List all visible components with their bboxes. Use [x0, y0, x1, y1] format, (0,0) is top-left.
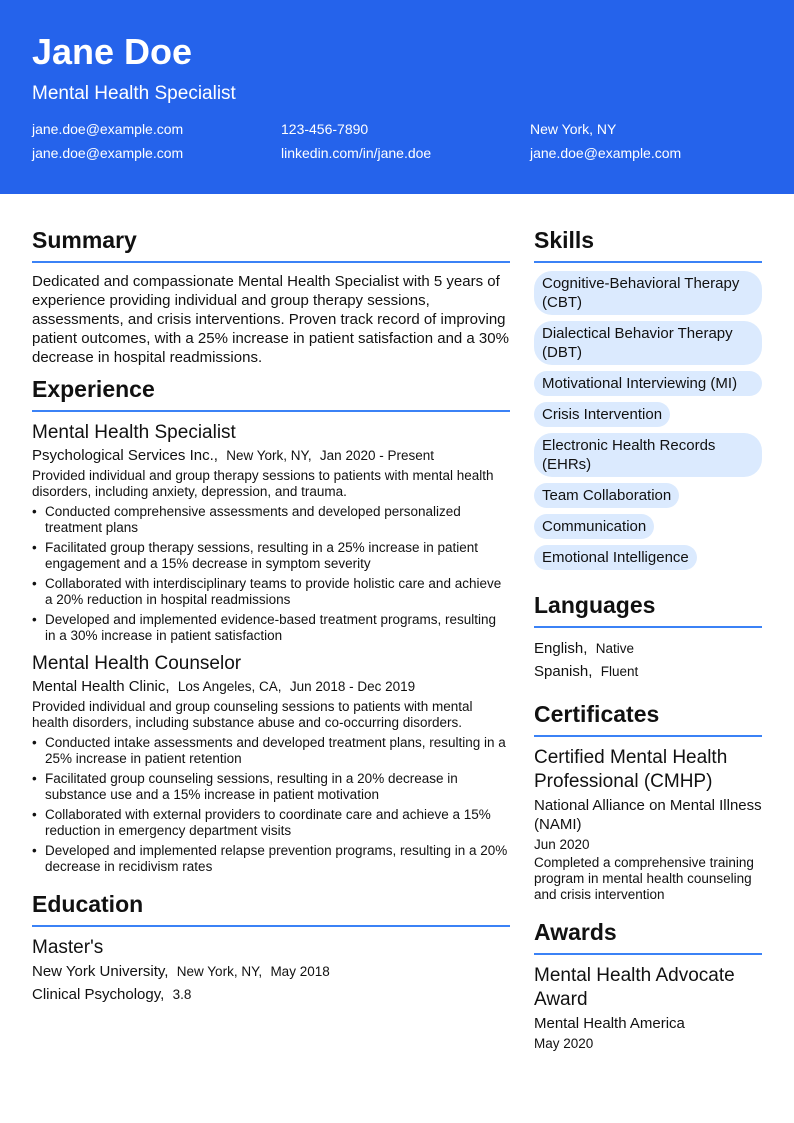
- contact-linkedin[interactable]: linkedin.com/in/jane.doe: [281, 145, 432, 161]
- awards-heading: Awards: [534, 919, 617, 945]
- language-item: [534, 660, 762, 683]
- job-dates: Jan 2020 - Present: [319, 448, 434, 463]
- skill-tag: Motivational Interviewing (MI): [534, 371, 762, 396]
- award-issuer: Mental Health America: [534, 1015, 685, 1032]
- job-bullets: [32, 735, 510, 875]
- job-title: Mental Health Specialist: [32, 422, 236, 443]
- contact-phone[interactable]: 123-456-7890: [281, 121, 369, 137]
- bullet-item: • Collaborated with interdisciplinary teams to provide holistic care and achieve a 20% reduction in hospital readmissions: [32, 576, 510, 608]
- certificate-date: Jun 2020: [534, 837, 590, 852]
- candidate-name: Jane Doe: [32, 31, 193, 72]
- job-company: Psychological Services Inc.,: [32, 447, 218, 464]
- education-field: Clinical Psychology,: [32, 986, 165, 1003]
- job-location: Los Angeles, CA,: [177, 679, 282, 694]
- education-school-line: [32, 960, 510, 983]
- language-item: [534, 637, 762, 660]
- job-dates: Jun 2018 - Dec 2019: [289, 679, 416, 694]
- award-date: May 2020: [534, 1036, 594, 1051]
- certificates-section: [534, 699, 762, 903]
- contact-list: [32, 121, 772, 162]
- language-level: Fluent: [600, 664, 639, 679]
- contact-location: New York, NY: [530, 121, 617, 137]
- bullet-item: • Developed and implemented relapse prevention programs, resulting in a 20% decrease in recidivism rates: [32, 843, 510, 875]
- bullet-item: • Collaborated with external providers to coordinate care and achieve a 15% reduction in emergency department visits: [32, 807, 510, 839]
- job-entry: [32, 652, 510, 875]
- skills-section: [534, 225, 762, 576]
- languages-section: [534, 590, 762, 683]
- skill-tag: Electronic Health Records (EHRs): [534, 433, 762, 477]
- summary-heading: Summary: [32, 227, 137, 253]
- certificate-description: Completed a comprehensive training program in mental health counseling and crisis intervention: [534, 855, 754, 902]
- experience-heading: Experience: [32, 376, 155, 402]
- job-description: Provided individual and group therapy sessions to patients with mental health disorders, including anxiety, depression, and trauma.: [32, 468, 494, 499]
- section-divider: [534, 626, 762, 628]
- bullet-item: • Facilitated group counseling sessions, resulting in a 20% decrease in substance use and a 15% increase in patient motivation: [32, 771, 510, 803]
- education-location: New York, NY,: [176, 964, 263, 979]
- language-name: Spanish,: [534, 663, 593, 680]
- job-meta: [32, 677, 510, 697]
- main-column: [32, 225, 510, 1006]
- education-heading: Education: [32, 891, 144, 917]
- education-school: New York University,: [32, 963, 169, 980]
- skill-tag: Dialectical Behavior Therapy (DBT): [534, 321, 762, 365]
- job-description: Provided individual and group counseling sessions to patients with mental health disorders, including substance abuse and co-occurring disorders.: [32, 699, 473, 730]
- section-divider: [534, 261, 762, 263]
- job-title: Mental Health Counselor: [32, 653, 242, 674]
- bullet-item: • Developed and implemented evidence-based treatment programs, resulting in a 30% increase in patient satisfaction: [32, 612, 510, 644]
- contact-email-2[interactable]: jane.doe@example.com: [32, 145, 184, 161]
- resume-header: [0, 0, 794, 194]
- bullet-item: • Conducted comprehensive assessments and developed personalized treatment plans: [32, 504, 510, 536]
- job-meta: [32, 446, 510, 466]
- skill-list: [534, 271, 762, 576]
- skill-tag: Team Collaboration: [534, 483, 679, 508]
- award-title: Mental Health Advocate Award: [534, 965, 735, 1010]
- side-column: [534, 225, 762, 1053]
- section-divider: [32, 410, 510, 412]
- job-company: Mental Health Clinic,: [32, 678, 170, 695]
- section-divider: [534, 735, 762, 737]
- skills-heading: Skills: [534, 227, 595, 253]
- section-divider: [32, 925, 510, 927]
- job-entry: [32, 421, 510, 644]
- certificates-heading: Certificates: [534, 701, 660, 727]
- education-degree: Master's: [32, 937, 104, 958]
- awards-section: [534, 917, 762, 1053]
- job-bullets: [32, 504, 510, 644]
- job-location: New York, NY,: [226, 448, 312, 463]
- languages-heading: Languages: [534, 592, 656, 618]
- bullet-item: • Conducted intake assessments and developed treatment plans, resulting in a 25% increase in patient retention: [32, 735, 510, 767]
- candidate-title: Mental Health Specialist: [32, 83, 236, 104]
- education-field-line: [32, 983, 510, 1006]
- contact-email[interactable]: jane.doe@example.com: [32, 121, 184, 137]
- language-name: English,: [534, 640, 588, 657]
- section-divider: [32, 261, 510, 263]
- contact-email-3[interactable]: jane.doe@example.com: [530, 145, 682, 161]
- section-divider: [534, 953, 762, 955]
- skill-tag: Emotional Intelligence: [534, 545, 697, 570]
- bullet-item: • Facilitated group therapy sessions, resulting in a 25% increase in patient engagement and a 15% decrease in symptom severity: [32, 540, 510, 572]
- certificate-issuer: National Alliance on Mental Illness (NAMI): [534, 797, 762, 833]
- certificate-title: Certified Mental Health Professional (CMHP): [534, 747, 728, 792]
- skill-tag: Cognitive-Behavioral Therapy (CBT): [534, 271, 762, 315]
- education-date: May 2018: [270, 964, 330, 979]
- summary-section: [32, 225, 510, 367]
- experience-section: [32, 374, 510, 875]
- education-section: [32, 889, 510, 1006]
- language-level: Native: [595, 641, 634, 656]
- summary-text: Dedicated and compassionate Mental Health Specialist with 5 years of experience providing individual and group therapy sessions, assessments, and crisis interventions. Proven track record of improving patient outcomes, with a 25% increase in patient satisfaction and a 30% decrease in hospital readmissions.: [32, 273, 509, 366]
- skill-tag: Crisis Intervention: [534, 402, 670, 427]
- skill-tag: Communication: [534, 514, 654, 539]
- education-gpa: 3.8: [172, 987, 192, 1002]
